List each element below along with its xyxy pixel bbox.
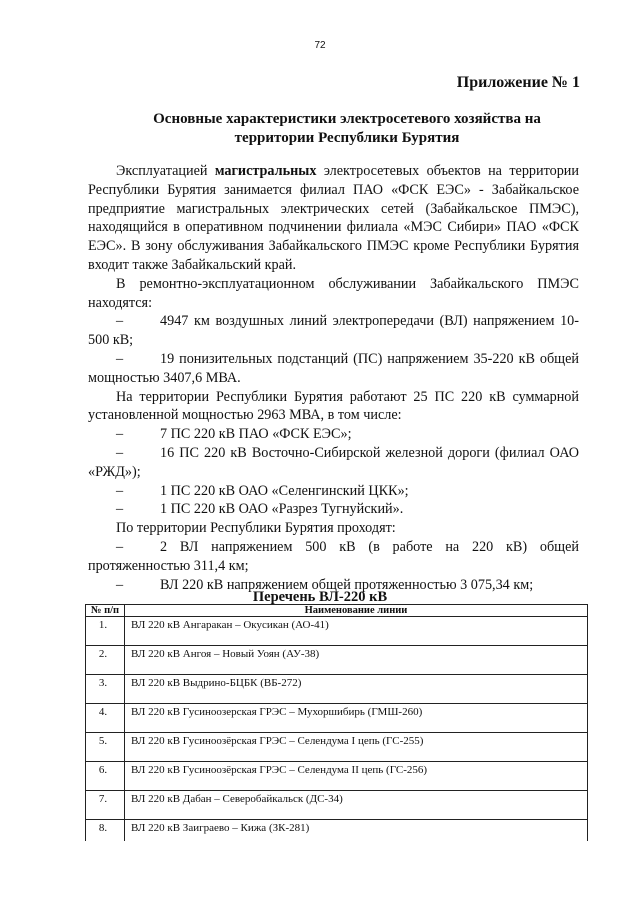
p1-start: Эксплуатацией [116,163,215,179]
bullet-dash: – [116,482,124,499]
row-line-name: ВЛ 220 кВ Ангоя – Новый Уоян (АУ-38) [125,646,588,675]
row-line-name: ВЛ 220 кВ Гусиноозерская ГРЭС – Мухоршибирь (ГМШ-260) [125,704,588,733]
row-number: 2. [86,646,125,675]
bullet-text: 7 ПС 220 кВ ПАО «ФСК ЕЭС»; [160,426,352,443]
bullet-text: 19 понизительных подстанций (ПС) напряжением 35-220 кВ общей мощностью 3407,6 МВА. [88,350,579,386]
table-row [86,646,588,675]
bullet-6 [88,500,579,519]
row-number: 6. [86,762,125,791]
row-number: 7. [86,791,125,820]
table-row [86,675,588,704]
bullet-text: 16 ПС 220 кВ Восточно-Сибирской железной дороги (филиал ОАО «РЖД»); [88,444,579,480]
paragraph-1 [88,162,579,275]
p1-bold: магистральных [214,163,317,179]
document-body [88,162,579,594]
header-line-name: Наименование линии [125,605,588,617]
row-line-name: ВЛ 220 кВ Дабан – Северобайкальск (ДС-34) [125,791,588,820]
row-line-name: ВЛ 220 кВ Выдрино-БЦБК (ВБ-272) [125,675,588,704]
bullet-5 [88,482,579,501]
bullet-text: 1 ПС 220 кВ ОАО «Разрез Тугнуйский». [160,501,404,518]
bullet-dash: – [116,538,124,555]
bullet-dash: – [116,313,124,330]
row-number: 1. [86,617,125,646]
bullet-dash: – [116,576,124,593]
row-number: 4. [86,704,125,733]
row-number: 3. [86,675,125,704]
table-row [86,733,588,762]
appendix-label: Приложение № 1 [456,74,580,91]
paragraph-4: По территории Республики Бурятия проходят: [116,520,396,537]
bullet-dash: – [116,350,124,367]
bullet-4 [88,444,579,482]
row-line-name: ВЛ 220 кВ Гусиноозёрская ГРЭС – Селендума I цепь (ГС-255) [125,733,588,762]
table-row [86,704,588,733]
table-row [86,762,588,791]
bullet-dash: – [116,426,124,443]
row-line-name: ВЛ 220 кВ Ангаракан – Окусикан (АО-41) [125,617,588,646]
bullet-1 [88,312,579,350]
bullet-dash: – [116,501,124,518]
title-line-2: территории Республики Бурятия [234,130,460,146]
paragraph-2: В ремонтно-эксплуатационном обслуживании Забайкальского ПМЭС находятся: [88,275,579,311]
bullet-text: 1 ПС 220 кВ ОАО «Селенгинский ЦКК»; [160,482,409,499]
table-row [86,617,588,646]
bullet-2 [88,350,579,388]
bullet-3 [88,425,579,444]
table-row [86,791,588,820]
bullet-7 [88,538,579,576]
row-number: 5. [86,733,125,762]
document-title [88,110,606,148]
table-row [86,820,588,842]
bullet-dash: – [116,444,124,461]
table-title: Перечень ВЛ-220 кВ [252,589,388,605]
row-line-name: ВЛ 220 кВ Заиграево – Кижа (ЗК-281) [125,820,588,842]
power-lines-table [85,604,588,841]
bullet-text: 2 ВЛ напряжением 500 кВ (в работе на 220 кВ) общей протяженностью 311,4 км; [88,538,579,574]
header-number: № п/п [86,605,125,617]
page-number: 72 [314,40,326,51]
row-line-name: ВЛ 220 кВ Гусиноозёрская ГРЭС – Селендума II цепь (ГС-256) [125,762,588,791]
bullet-text: ВЛ 220 кВ напряжением общей протяженностью 3 075,34 км; [160,576,534,593]
row-number: 8. [86,820,125,842]
p1-rest: электросетевых объектов на территории Республики Бурятия занимается филиал ПАО «ФСК ЕЭС» - Забайкальское предприятие магистральных электрических сетей (Забайкальское ПМЭС), находящийся в оперативном подчинении филиала «МЭС Сибири» ПАО «ФСК ЕЭС». В зону обслуживания Забайкальского ПМЭС кроме Республики Бурятия входит также Забайкальский край. [88,163,579,273]
paragraph-3: На территории Республики Бурятия работают 25 ПС 220 кВ суммарной установленной мощностью 2963 МВА, в том числе: [88,388,579,424]
bullet-text: 4947 км воздушных линий электропередачи (ВЛ) напряжением 10-500 кВ; [88,313,579,349]
title-line-1: Основные характеристики электросетевого хозяйства на [153,111,541,127]
table-header-row [86,605,588,617]
